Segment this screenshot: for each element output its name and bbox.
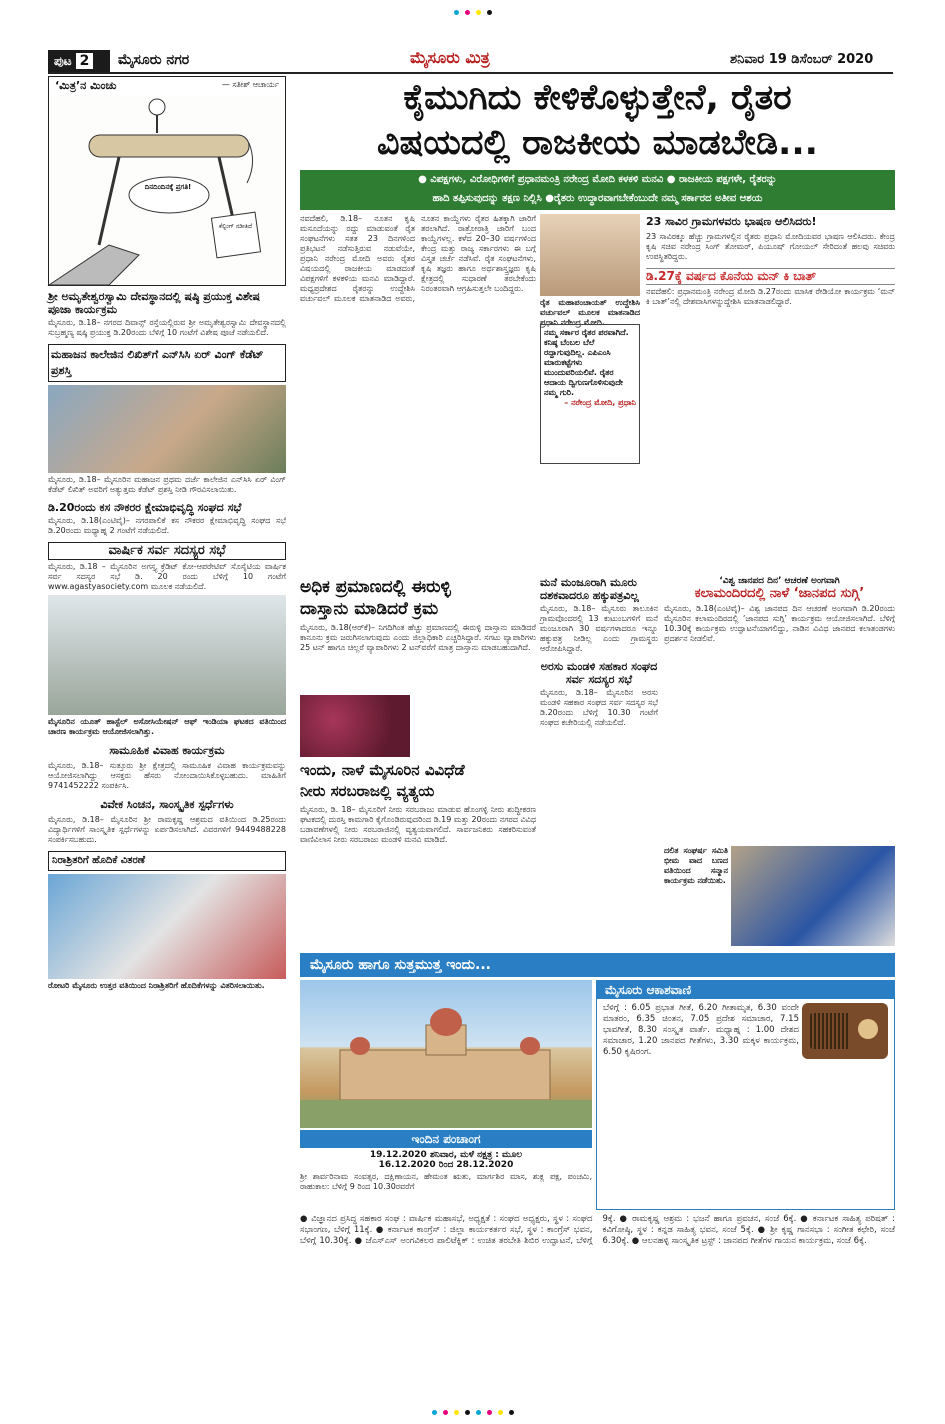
blanket-photo bbox=[48, 874, 286, 979]
lead-subhead bbox=[300, 170, 895, 210]
blanket-photo-caption: ರೋಟರಿ ಮೈಸೂರು ಉತ್ತರ ವತಿಯಿಂದ ನಿರಾಶ್ರಿತರಿಗೆ ಹೊದಿಕೆಗಳನ್ನು ವಿತರಿಸಲಾಯಿತು. bbox=[48, 981, 265, 990]
lead-body: ನವದೆಹಲಿ, ಡಿ.18– ನೂತನ ಕೃಷಿ ಮಸೂದೆಯನ್ನು ರದ್ದು ಮಾಡುವಂತೆ ರೈತ ಸಂಘಟನೆಗಳು ಸತತ 23 ದಿನಗಳಿಂದ ಪ್ರತಿಭಟನೆ ನಡೆಸುತ್ತಿರುವ ನಡುವೆಯೇ, ಪ್ರಧಾನಿ ನರೇಂದ್ರ ಮೋದಿ ಅವರು ರೈತರ ವಿಷಯದಲ್ಲಿ ರಾಜಕೀಯ ಮಾಡದಂತೆ ವಿಪಕ್ಷಗಳಿಗೆ ಕಳಕಳಿಯ ಮನವಿ ಮಾಡಿದ್ದಾರೆ. ಮಧ್ಯಪ್ರದೇಶದ ರೈತರನ್ನು ಉದ್ದೇಶಿಸಿ ವರ್ಚುವಲ್ ಮೂಲಕ ಮಾತನಾಡಿದ ಅವರು, ನೂತನ ಕಾಯ್ದೆಗಳು ರೈತರ ಹಿತಕ್ಕಾಗಿ ಜಾರಿಗೆ ತರಲಾಗಿದೆ. ರಾತ್ರೋರಾತ್ರಿ ಜಾರಿಗೆ ಬಂದ ಕಾಯ್ದೆಗಳಲ್ಲ. ಕಳೆದ 20–30 ವರ್ಷಗಳಿಂದ ಕೇಂದ್ರ ಮತ್ತು ರಾಜ್ಯ ಸರ್ಕಾರಗಳು ಈ ಬಗ್ಗೆ ವಿಸ್ತೃತ ಚರ್ಚೆ ನಡೆಸಿವೆ. ರೈತ ಸಂಘಟನೆಗಳು, ಕೃಷಿ ತಜ್ಞರು ಹಾಗೂ ಅರ್ಥಶಾಸ್ತ್ರಜ್ಞರು ಕೃಷಿ ಕ್ಷೇತ್ರದಲ್ಲಿ ಸುಧಾರಣೆ ತರಬೇಕೆಂದು ನಿರಂತರವಾಗಿ ಆಗ್ರಹಿಸುತ್ತಲೇ ಬಂದಿದ್ದರು. bbox=[300, 214, 536, 303]
page-label: ಪುಟ bbox=[54, 53, 72, 68]
left-head-5: ಸಾಮೂಹಿಕ ವಿವಾಹ ಕಾರ್ಯಕ್ರಮ bbox=[109, 744, 225, 757]
cartoon-bubble: ದಿನದಿಂದಿನಕ್ಕೆ ಪ್ರಗತಿ! bbox=[144, 183, 192, 191]
mid-head-1: ಮನೆ ಮಂಜೂರಾಗಿ ಮೂರು ದಶಕವಾದರೂ ಹಕ್ಕುಪತ್ರವಿಲ್ಲ bbox=[540, 576, 639, 602]
water-story bbox=[300, 760, 536, 950]
panchanga-body: ಶ್ರೀ ಶಾರ್ವರಿನಾಮ ಸಂವತ್ಸರ, ದಕ್ಷಿಣಾಯನ, ಹೇಮಂತ ಋತು, ಮಾರ್ಗಶಿರ ಮಾಸ, ಶುಕ್ಲ ಪಕ್ಷ, ಪಂಚಮಿ, ರಾಹುಕಾಲ: ಬೆಳಿಗ್ಗೆ 9 ರಿಂದ 10.30ರವರೆಗೆ bbox=[300, 1172, 592, 1191]
top-color-marks bbox=[0, 10, 945, 16]
right-news-head-1: 23 ಸಾವಿರ ಗ್ರಾಮಗಳವರು ಭಾಷಣ ಆಲಿಸಿದರು! bbox=[646, 215, 817, 228]
lead-subhead-line-1: ● ವಿಪಕ್ಷಗಳು, ವಿರೋಧಿಗಳಿಗೆ ಪ್ರಧಾನಮಂತ್ರಿ ನರೇಂದ್ರ ಮೋದಿ ಕಳಕಳಿ ಮನವಿ ● ರಾಜಕೀಯ ಪಕ್ಷಗಳೇ, ರೈತರನ್ನು bbox=[418, 174, 777, 185]
lead-headline-line-2: ವಿಷಯದಲ್ಲಿ ರಾಜಕೀಯ ಮಾಡಬೇಡಿ... bbox=[377, 123, 818, 163]
events-listing: ● ವಿಜ್ಞಾನದ ಪ್ರಸಿದ್ಧ ಸಹಕಾರ ಸಂಘ : ವಾರ್ಷಿಕ ಮಹಾಸಭೆ, ಅಧ್ಯಕ್ಷತೆ : ಸಂಘದ ಅಧ್ಯಕ್ಷರು, ಸ್ಥಳ : ಸಂಘದ ಸಭಾಂಗಣ, ಬೆಳಿಗ್ಗೆ 11ಕ್ಕೆ. ● ಕರ್ನಾಟಕ ಕಾಂಗ್ರೆಸ್ : ಜಿಲ್ಲಾ ಕಾರ್ಯಕರ್ತರ ಸಭೆ, ಸ್ಥಳ : ಕಾಂಗ್ರೆಸ್ ಭವನ, ಬೆಳಿಗ್ಗೆ 10.30ಕ್ಕೆ. ● ಜೆಎಸ್‌ಎಸ್ ಅಂಗವಿಕಲರ ಪಾಲಿಟೆಕ್ನಿಕ್ : ಉಚಿತ ತರಬೇತಿ ಶಿಬಿರ ಉದ್ಘಾಟನೆ, ಬೆಳಿಗ್ಗೆ 9ಕ್ಕೆ. ● ರಾಮಕೃಷ್ಣ ಆಶ್ರಮ : ಭಜನೆ ಹಾಗೂ ಪ್ರವಚನ, ಸಂಜೆ 6ಕ್ಕೆ. ● ಕರ್ನಾಟಕ ಸಾಹಿತ್ಯ ಪರಿಷತ್ : ಕವಿಗೋಷ್ಠಿ, ಸ್ಥಳ : ಕನ್ನಡ ಸಾಹಿತ್ಯ ಭವನ, ಸಂಜೆ 5ಕ್ಕೆ. ● ಶ್ರೀ ಕೃಷ್ಣ ಗಾನಸಭಾ : ಸಂಗೀತ ಕಛೇರಿ, ಸಂಜೆ 6.30ಕ್ಕೆ. ● ಆಲನಹಳ್ಳಿ ಸಾಂಸ್ಕೃತಿಕ ಟ್ರಸ್ಟ್ : ಜಾನಪದ ಗೀತೆಗಳ ಗಾಯನ ಕಾರ್ಯಕ್ರಮ, ಸಂಜೆ 6ಕ್ಕೆ. bbox=[300, 1214, 895, 1246]
onion-head bbox=[300, 576, 536, 620]
right-news-body-1: 23 ಸಾವಿರಕ್ಕೂ ಹೆಚ್ಚು ಗ್ರಾಮಗಳಲ್ಲಿನ ರೈತರು ಪ್ರಧಾನಿ ಮೋದಿಯವರ ಭಾಷಣ ಆಲಿಸಿದರು. ಕೇಂದ್ರ ಕೃಷಿ ಸಚಿವ ನರೇಂದ್ರ ಸಿಂಗ್ ತೋಮರ್, ಪಿಯೂಷ್ ಗೋಯಲ್ ಸೇರಿದಂತೆ ಹಲವು ಸಚಿವರು ಉಪಸ್ಥಿತರಿದ್ದರು. bbox=[646, 232, 895, 261]
lead-headline bbox=[300, 76, 895, 168]
janapada-head-1: ‘ವಿಶ್ವ ಜಾನಪದ ದಿನ’ ಆಚರಣೆ ಅಂಗವಾಗಿ bbox=[719, 576, 840, 586]
section-name: ಮೈಸೂರು ನಗರ bbox=[118, 52, 190, 68]
left-head-6: ವಿವೇಕ ಸಿಂಚನ, ಸಾಂಸ್ಕೃತಿಕ ಸ್ಪರ್ಧೆಗಳು bbox=[100, 798, 234, 811]
right-news-body-2: ನವದೆಹಲಿ: ಪ್ರಧಾನಮಂತ್ರಿ ನರೇಂದ್ರ ಮೋದಿ ಡಿ.27ರಂದು ಮಾಸಿಕ ರೇಡಿಯೋ ಕಾರ್ಯಕ್ರಮ ‘ಮನ್ ಕಿ ಬಾತ್’ನಲ್ಲಿ ದೇಶವಾಸಿಗಳನ್ನುದ್ದೇಶಿಸಿ ಮಾತನಾಡಲಿದ್ದಾರೆ. bbox=[646, 287, 895, 306]
cyan-mark bbox=[432, 1410, 437, 1415]
page-number: 2 bbox=[76, 53, 94, 69]
magenta-mark bbox=[443, 1410, 448, 1415]
water-head-line-1: ಇಂದು, ನಾಳೆ ಮೈಸೂರಿನ ವಿವಿಧೆಡೆ bbox=[300, 761, 465, 779]
dss-photo bbox=[664, 846, 895, 946]
yellow-mark bbox=[454, 1410, 459, 1415]
modi-photo bbox=[540, 214, 640, 296]
modi-photo-caption: ರೈತ ಮಹಾಪಂಚಾಯತ್ ಉದ್ದೇಶಿಸಿ ವರ್ಚುವಲ್ ಮೂಲಕ ಮಾತನಾಡಿದ ಪ್ರಧಾನಿ ನರೇಂದ್ರ ಮೋದಿ. bbox=[540, 298, 640, 327]
panchanga-line-1: 19.12.2020 ಶನಿವಾರ, ಮಳೆ ನಕ್ಷತ್ರ : ಮೂಲ bbox=[369, 1150, 523, 1160]
page-number-box bbox=[48, 50, 110, 72]
left-head-2: ಮಹಾಜನ ಕಾಲೇಜಿನ ಲಿಖಿತ್‌ಗೆ ಎನ್‌ಸಿಸಿ ಏರ್ ವಿಂಗ್ ಕೆಡೆಟ್ ಪ್ರಶಸ್ತಿ bbox=[48, 344, 286, 382]
left-body-2: ಮೈಸೂರು, ಡಿ.18– ಮೈಸೂರಿನ ಮಹಾಜನ ಪ್ರಥಮ ದರ್ಜೆ ಕಾಲೇಜಿನ ಎನ್‌ಸಿಸಿ ಏರ್ ವಿಂಗ್ ಕೆಡೆಟ್ ಲಿಖಿತ್ ಅವರಿಗೆ ಅತ್ಯುತ್ತಮ ಕೆಡೆಟ್ ಪ್ರಶಸ್ತಿ ನೀಡಿ ಗೌರವಿಸಲಾಯಿತು. bbox=[48, 475, 286, 494]
today-banner: ಮೈಸೂರು ಹಾಗೂ ಸುತ್ತಮುತ್ತ ಇಂದು... bbox=[300, 953, 895, 977]
left-body-5: ಮೈಸೂರು, ಡಿ.18– ಸುತ್ತೂರು ಶ್ರೀ ಕ್ಷೇತ್ರದಲ್ಲಿ ಸಾಮೂಹಿಕ ವಿವಾಹ ಕಾರ್ಯಕ್ರಮವನ್ನು ಆಯೋಜಿಸಲಾಗಿದ್ದು ಆಸಕ್ತರು ಹೆಸರು ನೋಂದಾಯಿಸಿಕೊಳ್ಳಬಹುದು. ಮಾಹಿತಿಗೆ 9741452222 ಸಂಪರ್ಕಿಸಿ. bbox=[48, 761, 286, 790]
cyan-mark-top bbox=[454, 10, 459, 15]
left-body-3: ಮೈಸೂರು, ಡಿ.18(ಎಂಟಿವೈ)– ನಗರಪಾಲಿಕೆ ಕಸ ನೌಕರರ ಕ್ಷೇಮಾಭಿವೃದ್ಧಿ ಸಂಘದ ಸಭೆ ಡಿ.20ರಂದು ಮಧ್ಯಾಹ್ನ 2 ಗಂಟೆಗೆ ನಡೆಯಲಿದೆ. bbox=[48, 516, 286, 535]
mid-body-2: ಮೈಸೂರು, ಡಿ.18– ಮೈಸೂರಿನ ಅರಸು ಮಂಡಳಿ ಸಹಕಾರ ಸಂಘದ ಸರ್ವ ಸದಸ್ಯರ ಸಭೆ ಡಿ.20ರಂದು ಬೆಳಿಗ್ಗೆ 10.30 ಗಂಟೆಗೆ ಸಂಘದ ಕಚೇರಿಯಲ್ಲಿ ನಡೆಯಲಿದೆ. bbox=[540, 688, 658, 727]
water-body: ಮೈಸೂರು, ಡಿ. 18– ಮೈಸೂರಿಗೆ ನೀರು ಸರಬರಾಜು ಮಾಡುವ ಹೊಂಗಳ್ಳಿ ನೀರು ಶುದ್ಧೀಕರಣ ಘಟಕದಲ್ಲಿ ದುರಸ್ತಿ ಕಾಮಗಾರಿ ಕೈಗೊಂಡಿರುವುದರಿಂದ ಡಿ.19 ಮತ್ತು 20ರಂದು ನಗರದ ವಿವಿಧ ಬಡಾವಣೆಗಳಲ್ಲಿ ನೀರು ಸರಬರಾಜಿನಲ್ಲಿ ವ್ಯತ್ಯಯವಾಗಲಿದೆ. ಸಾರ್ವಜನಿಕರು ಸಹಕರಿಸುವಂತೆ ವಾಣಿವಿಲಾಸ ನೀರು ಸರಬರಾಜು ಮಂಡಳಿ ಮನವಿ ಮಾಡಿದೆ. bbox=[300, 805, 536, 844]
radio-box bbox=[596, 980, 895, 1210]
modi-quote-box bbox=[540, 324, 640, 464]
janapada-head-2: ಕಲಾಮಂದಿರದಲ್ಲಿ ನಾಳೆ ‘ಜಾನಪದ ಸುಗ್ಗಿ’ bbox=[694, 586, 865, 601]
black-mark-2 bbox=[509, 1410, 514, 1415]
middle-right-col bbox=[540, 576, 658, 948]
issue-date: ಶನಿವಾರ 19 ಡಿಸೆಂಬರ್ 2020 bbox=[730, 52, 874, 67]
header-rule bbox=[48, 72, 893, 74]
left-head-1: ಶ್ರೀ ಅಮೃತೇಶ್ವರಸ್ವಾಮಿ ದೇವಸ್ಥಾನದಲ್ಲಿ ಷಷ್ಠಿ ಪ್ರಯುಕ್ತ ವಿಶೇಷ ಪೂಜಾ ಕಾರ್ಯಕ್ರಮ bbox=[48, 290, 261, 316]
lead-headline-line-1: ಕೈಮುಗಿದು ಕೇಳಿಕೊಳ್ಳುತ್ತೇನೆ, ರೈತರ bbox=[403, 78, 792, 118]
mid-body-1: ಮೈಸೂರು, ಡಿ.18– ಮೈಸೂರು ತಾಲೂಕಿನ ಗ್ರಾಮವೊಂದರಲ್ಲಿ 13 ಕುಟುಂಬಗಳಿಗೆ ಮನೆ ಮಂಜೂರಾಗಿ 30 ವರ್ಷಗಳಾದರೂ ಇನ್ನೂ ಹಕ್ಕುಪತ್ರ ನೀಡಿಲ್ಲ ಎಂದು ಗ್ರಾಮಸ್ಥರು ಆರೋಪಿಸಿದ್ದಾರೆ. bbox=[540, 604, 658, 653]
left-head-3: ಡಿ.20ರಂದು ಕಸ ನೌಕರರ ಕ್ಷೇಮಾಭಿವೃದ್ಧಿ ಸಂಘದ ಸಭೆ bbox=[48, 501, 242, 514]
radio-title: ಮೈಸೂರು ಆಕಾಶವಾಣಿ bbox=[597, 981, 894, 999]
onion-head-line-2: ದಾಸ್ತಾನು ಮಾಡಿದರೆ ಕ್ರಮ bbox=[300, 599, 439, 619]
onion-head-line-1: ಅಧಿಕ ಪ್ರಮಾಣದಲ್ಲಿ ಈರುಳ್ಳಿ bbox=[300, 577, 451, 597]
panchanga-line-2: 16.12.2020 ರಿಂದ 28.12.2020 bbox=[378, 1160, 514, 1170]
left-head-7: ನಿರಾಶ್ರಿತರಿಗೆ ಹೊದಿಕೆ ವಿತರಣೆ bbox=[48, 851, 286, 871]
ncc-award-photo bbox=[48, 385, 286, 473]
bottom-color-marks bbox=[0, 1410, 945, 1416]
cartoon-box bbox=[48, 76, 286, 286]
palace-image bbox=[300, 980, 592, 1128]
right-news-box bbox=[646, 214, 895, 569]
modi-quote: ನಮ್ಮ ಸರ್ಕಾರ ರೈತರ ಪರವಾಗಿದೆ. ಕನಿಷ್ಠ ಬೆಂಬಲ ಬೆಲೆ ರದ್ದಾಗುವುದಿಲ್ಲ. ಎಪಿಎಂಸಿ ಮಾರುಕಟ್ಟೆಗಳು ಮುಂದುವರಿಯಲಿವೆ. ರೈತರ ಆದಾಯ ದ್ವಿಗುಣಗೊಳಿಸುವುದೇ ನಮ್ಮ ಗುರಿ. bbox=[544, 328, 629, 397]
left-body-4: ಮೈಸೂರು, ಡಿ.18 – ಮೈಸೂರಿನ ಅಗಸ್ತ್ಯ ಕ್ರೆಡಿಟ್ ಕೋ-ಆಪರೇಟಿವ್ ಸೊಸೈಟಿಯ ವಾರ್ಷಿಕ ಸರ್ವ ಸದಸ್ಯರ ಸಭೆ ಡಿ. 20 ರಂದು ಬೆಳಿಗ್ಗೆ 10 ಗಂಟೆಗೆ www.agastyasociety.com ಮೂಲಕ ನಡೆಯಲಿದೆ. bbox=[48, 562, 286, 591]
onion-story bbox=[300, 576, 536, 756]
magenta-mark-top bbox=[465, 10, 470, 15]
water-head-line-2: ನೀರು ಸರಬರಾಜಲ್ಲಿ ವ್ಯತ್ಯಯ bbox=[300, 782, 435, 800]
modi-quote-by: – ನರೇಂದ್ರ ಮೋದಿ, ಪ್ರಧಾನಿ bbox=[564, 398, 636, 407]
masthead: ಮೈಸೂರು ಮಿತ್ರ bbox=[410, 48, 490, 67]
lead-subhead-line-2: ಹಾದಿ ತಪ್ಪಿಸುವುದನ್ನು ತಕ್ಷಣ ನಿಲ್ಲಿಸಿ ●ರೈತರು ಉದ್ಧಾರವಾಗಬೇಕೆಂಬುದೇ ನಮ್ಮ ಸರ್ಕಾರದ ಅತೀವ ಆಶಯ bbox=[432, 193, 763, 204]
trek-photo bbox=[48, 595, 286, 715]
trek-photo-caption: ಮೈಸೂರಿನ ಯೂತ್ ಹಾಸ್ಟೆಲ್ ಅಸೋಸಿಯೇಷನ್ ಆಫ್ ಇಂಡಿಯಾ ಘಟಕದ ವತಿಯಿಂದ ಚಾರಣ ಕಾರ್ಯಕ್ರಮ ಆಯೋಜಿಸಲಾಗಿತ್ತು. bbox=[48, 717, 286, 736]
yellow-mark-top bbox=[476, 10, 481, 15]
lead-body-cont bbox=[540, 468, 640, 568]
palace-drawing bbox=[300, 980, 592, 1128]
water-head bbox=[300, 760, 536, 802]
left-column bbox=[48, 290, 286, 1398]
cartoon-artist: — ಸತೀಶ್ ಆಚಾರ್ಯ bbox=[221, 80, 279, 89]
dss-photo-image bbox=[731, 846, 895, 946]
janapada-story bbox=[664, 576, 895, 948]
yellow-mark-2 bbox=[498, 1410, 503, 1415]
onion-body: ಮೈಸೂರು, ಡಿ.18(ಆರ್‌ಕೆ)– ನಿಗದಿಗಿಂತ ಹೆಚ್ಚು ಪ್ರಮಾಣದಲ್ಲಿ ಈರುಳ್ಳಿ ದಾಸ್ತಾನು ಮಾಡಿದರೆ ಕಾನೂನು ಕ್ರಮ ಜರುಗಿಸಲಾಗುವುದು ಎಂದು ಜಿಲ್ಲಾಧಿಕಾರಿ ಎಚ್ಚರಿಸಿದ್ದಾರೆ. ಸಗಟು ವ್ಯಾಪಾರಿಗಳು 25 ಟನ್ ಹಾಗೂ ಚಿಲ್ಲರೆ ವ್ಯಾಪಾರಿಗಳು 2 ಟನ್‌ವರೆಗೆ ಮಾತ್ರ ದಾಸ್ತಾನು ಮಾಡಬಹುದಾಗಿದೆ. bbox=[300, 623, 536, 652]
onion-photo bbox=[300, 695, 410, 757]
dss-photo-caption: ದಲಿತ ಸಂಘರ್ಷ ಸಮಿತಿ ಭೀಮ ವಾದ ಬಣದ ವತಿಯಿಂದ ಸನ್ಮಾನ ಕಾರ್ಯಕ್ರಮ ನಡೆಯಿತು. bbox=[664, 846, 728, 885]
black-mark-top bbox=[487, 10, 492, 15]
right-news-head-2: ಡಿ.27ಕ್ಕೆ ವರ್ಷದ ಕೊನೆಯ ಮನ್ ಕಿ ಬಾತ್ bbox=[646, 268, 895, 285]
cartoon-sign: ಕೆಲ್ಟಿಂಗ್ ನಡೀತಿದೆ bbox=[219, 223, 253, 230]
cyan-mark-2 bbox=[476, 1410, 481, 1415]
black-mark bbox=[465, 1410, 470, 1415]
left-body-1: ಮೈಸೂರು, ಡಿ.18– ನಗರದ ದಿವಾನ್ಸ್ ರಸ್ತೆಯಲ್ಲಿರುವ ಶ್ರೀ ಅಮೃತೇಶ್ವರಸ್ವಾಮಿ ದೇವಸ್ಥಾನದಲ್ಲಿ ಸುಬ್ರಹ್ಮಣ್ಯ ಷಷ್ಠಿ ಪ್ರಯುಕ್ತ ಡಿ.20ರಂದು ಬೆಳಿಗ್ಗೆ 10 ಗಂಟೆಗೆ ವಿಶೇಷ ಪೂಜೆ ನಡೆಯಲಿದೆ. bbox=[48, 318, 286, 337]
magenta-mark-2 bbox=[487, 1410, 492, 1415]
cartoon-title: ‘ಮಿತ್ರ’ನ ಮಿಂಚು bbox=[55, 79, 117, 92]
left-head-4: ವಾರ್ಷಿಕ ಸರ್ವ ಸದಸ್ಯರ ಸಭೆ bbox=[48, 542, 286, 560]
left-body-6: ಮೈಸೂರು, ಡಿ.18– ಮೈಸೂರಿನ ಶ್ರೀ ರಾಮಕೃಷ್ಣ ಆಶ್ರಮದ ವತಿಯಿಂದ ಡಿ.25ರಂದು ವಿದ್ಯಾರ್ಥಿಗಳಿಗೆ ಸಾಂಸ್ಕೃತಿಕ ಸ್ಪರ್ಧೆಗಳನ್ನು ಏರ್ಪಡಿಸಲಾಗಿದೆ. ವಿವರಗಳಿಗೆ 9449488228 ಸಂಪರ್ಕಿಸಬಹುದು. bbox=[48, 815, 286, 844]
panchanga-box bbox=[300, 1130, 592, 1210]
mid-head-2: ಅರಸು ಮಂಡಳಿ ಸಹಕಾರ ಸಂಘದ ಸರ್ವ ಸದಸ್ಯರ ಸಭೆ bbox=[540, 660, 658, 686]
radio-body: ಬೆಳಿಗ್ಗೆ : 6.05 ಪ್ರಭಾತ ಗೀತೆ, 6.20 ಗೀತಾಮೃತ, 6.30 ವಂದೇ ಮಾತರಂ, 6.35 ಚಿಂತನ, 7.05 ಪ್ರದೇಶ ಸಮಾಚಾರ, 7.15 ಭಾವಗೀತೆ, 8.30 ಸಂಸ್ಕೃತ ವಾರ್ತೆ. ಮಧ್ಯಾಹ್ನ : 1.00 ದೇಶದ ಸಮಾಚಾರ, 1.20 ಜಾನಪದ ಗೀತೆಗಳು, 3.30 ಮಕ್ಕಳ ಕಾರ್ಯಕ್ರಮ, 6.50 ಕೃಷಿರಂಗ. bbox=[603, 1003, 799, 1057]
radio-icon bbox=[802, 1003, 888, 1059]
janapada-body: ಮೈಸೂರು, ಡಿ.18(ಎಂಟಿವೈ)– ವಿಶ್ವ ಜಾನಪದ ದಿನ ಆಚರಣೆ ಅಂಗವಾಗಿ ಡಿ.20ರಂದು ಮೈಸೂರಿನ ಕಲಾಮಂದಿರದಲ್ಲಿ ‘ಜಾನಪದ ಸುಗ್ಗಿ’ ಕಾರ್ಯಕ್ರಮ ಆಯೋಜಿಸಲಾಗಿದೆ. ಬೆಳಿಗ್ಗೆ 10.30ಕ್ಕೆ ಕಾರ್ಯಕ್ರಮ ಉದ್ಘಾಟನೆಯಾಗಲಿದ್ದು, ನಾಡಿನ ವಿವಿಧ ಜಾನಪದ ಕಲಾತಂಡಗಳು ಪ್ರದರ್ಶನ ನೀಡಲಿವೆ. bbox=[664, 604, 895, 643]
panchanga-title: ಇಂದಿನ ಪಂಚಾಂಗ bbox=[300, 1130, 592, 1148]
